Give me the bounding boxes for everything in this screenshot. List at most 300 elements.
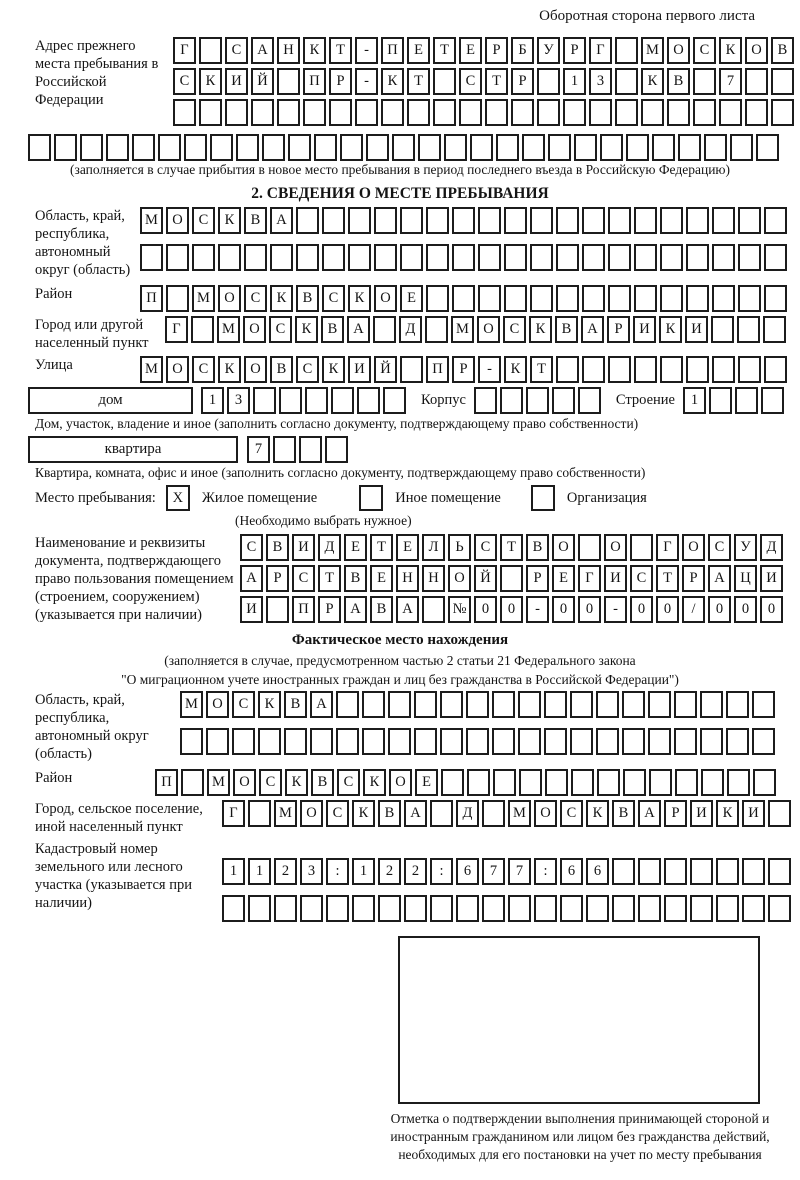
char-cell[interactable] [322,207,345,234]
char-cell[interactable]: Р [607,316,630,343]
char-cell[interactable]: О [534,800,557,827]
char-cell[interactable]: Г [165,316,188,343]
char-cell[interactable]: С [225,37,248,64]
char-cell[interactable] [426,207,449,234]
char-cell[interactable] [752,691,775,718]
char-cell[interactable]: А [240,565,263,592]
char-cell[interactable]: К [586,800,609,827]
char-cell[interactable] [712,244,735,271]
char-cell[interactable] [279,387,302,414]
char-cell[interactable] [378,895,401,922]
char-cell[interactable] [597,769,620,796]
char-cell[interactable] [459,99,482,126]
char-cell[interactable] [615,37,638,64]
char-cell[interactable]: К [270,285,293,312]
char-cell[interactable]: Е [396,534,419,561]
char-cell[interactable] [745,68,768,95]
char-cell[interactable] [478,244,501,271]
char-cell[interactable]: Т [407,68,430,95]
char-cell[interactable] [296,244,319,271]
char-cell[interactable] [622,691,645,718]
char-cell[interactable] [634,285,657,312]
char-cell[interactable] [336,728,359,755]
char-cell[interactable]: 2 [274,858,297,885]
char-cell[interactable]: 1 [563,68,586,95]
char-cell[interactable] [716,895,739,922]
char-cell[interactable] [374,244,397,271]
char-cell[interactable] [425,316,448,343]
char-cell[interactable]: В [555,316,578,343]
char-cell[interactable]: В [667,68,690,95]
char-cell[interactable] [348,207,371,234]
char-cell[interactable] [433,68,456,95]
char-cell[interactable] [571,769,594,796]
char-cell[interactable] [140,244,163,271]
char-cell[interactable]: К [303,37,326,64]
char-cell[interactable] [545,769,568,796]
char-cell[interactable] [362,728,385,755]
char-cell[interactable] [331,387,354,414]
char-cell[interactable] [273,436,296,463]
char-cell[interactable] [467,769,490,796]
char-cell[interactable] [608,285,631,312]
char-cell[interactable]: 3 [227,387,250,414]
char-cell[interactable] [686,207,709,234]
char-cell[interactable] [132,134,155,161]
char-cell[interactable]: - [604,596,627,623]
char-cell[interactable]: К [199,68,222,95]
char-cell[interactable]: К [716,800,739,827]
char-cell[interactable]: С [192,356,215,383]
char-cell[interactable]: : [534,858,557,885]
char-cell[interactable]: С [244,285,267,312]
char-cell[interactable] [660,285,683,312]
char-cell[interactable]: И [225,68,248,95]
char-cell[interactable] [686,285,709,312]
char-cell[interactable] [612,895,635,922]
char-cell[interactable] [518,691,541,718]
char-cell[interactable]: И [742,800,765,827]
char-cell[interactable]: 7 [247,436,270,463]
char-cell[interactable] [578,534,601,561]
char-cell[interactable] [537,99,560,126]
char-cell[interactable]: С [259,769,282,796]
char-cell[interactable]: К [719,37,742,64]
char-cell[interactable]: Д [399,316,422,343]
char-cell[interactable] [508,895,531,922]
char-cell[interactable] [700,728,723,755]
char-cell[interactable] [716,858,739,885]
char-cell[interactable]: Р [526,565,549,592]
char-cell[interactable]: У [537,37,560,64]
char-cell[interactable]: М [207,769,230,796]
char-cell[interactable]: Г [578,565,601,592]
char-cell[interactable]: А [396,596,419,623]
char-cell[interactable]: Н [277,37,300,64]
char-cell[interactable]: С [459,68,482,95]
char-cell[interactable]: Й [474,565,497,592]
char-cell[interactable] [582,244,605,271]
char-cell[interactable]: С [269,316,292,343]
char-cell[interactable]: А [344,596,367,623]
char-cell[interactable] [596,691,619,718]
char-cell[interactable]: К [529,316,552,343]
char-cell[interactable] [493,769,516,796]
char-cell[interactable] [305,387,328,414]
char-cell[interactable]: О [206,691,229,718]
char-cell[interactable] [248,895,271,922]
char-cell[interactable] [648,691,671,718]
char-cell[interactable]: О [552,534,575,561]
char-cell[interactable]: Е [344,534,367,561]
char-cell[interactable] [582,285,605,312]
char-cell[interactable]: Г [173,37,196,64]
char-cell[interactable] [552,387,575,414]
char-cell[interactable] [325,436,348,463]
char-cell[interactable] [191,316,214,343]
char-cell[interactable] [500,387,523,414]
char-cell[interactable]: С [292,565,315,592]
char-cell[interactable]: 0 [552,596,575,623]
char-cell[interactable] [738,285,761,312]
char-cell[interactable]: М [274,800,297,827]
char-cell[interactable] [615,68,638,95]
char-cell[interactable] [452,207,475,234]
char-cell[interactable]: С [503,316,526,343]
char-cell[interactable]: Е [370,565,393,592]
char-cell[interactable] [634,207,657,234]
char-cell[interactable] [444,134,467,161]
char-cell[interactable]: В [378,800,401,827]
char-cell[interactable]: Р [563,37,586,64]
char-cell[interactable] [456,895,479,922]
char-cell[interactable]: К [352,800,375,827]
char-cell[interactable] [206,728,229,755]
char-cell[interactable] [352,895,375,922]
char-cell[interactable]: О [244,356,267,383]
char-cell[interactable]: Р [452,356,475,383]
char-cell[interactable]: Р [329,68,352,95]
char-cell[interactable] [485,99,508,126]
char-cell[interactable] [519,769,542,796]
char-cell[interactable] [771,99,794,126]
char-cell[interactable]: - [355,37,378,64]
char-cell[interactable] [660,244,683,271]
char-cell[interactable] [441,769,464,796]
char-cell[interactable] [730,134,753,161]
char-cell[interactable]: Г [222,800,245,827]
char-cell[interactable]: П [140,285,163,312]
char-cell[interactable] [222,895,245,922]
char-cell[interactable] [362,691,385,718]
char-cell[interactable] [504,244,527,271]
char-cell[interactable] [299,436,322,463]
char-cell[interactable]: Г [656,534,679,561]
char-cell[interactable]: 6 [586,858,609,885]
char-cell[interactable] [218,244,241,271]
char-cell[interactable] [340,134,363,161]
char-cell[interactable] [626,134,649,161]
char-cell[interactable] [466,728,489,755]
char-cell[interactable]: С [322,285,345,312]
char-cell[interactable] [277,68,300,95]
char-cell[interactable] [712,207,735,234]
char-cell[interactable] [768,800,791,827]
char-cell[interactable] [303,99,326,126]
char-cell[interactable]: К [218,207,241,234]
char-cell[interactable] [630,534,653,561]
char-cell[interactable] [474,387,497,414]
char-cell[interactable] [534,895,557,922]
char-cell[interactable]: 1 [352,858,375,885]
char-cell[interactable]: Р [682,565,705,592]
char-cell[interactable]: С [240,534,263,561]
char-cell[interactable]: Е [459,37,482,64]
char-cell[interactable]: - [478,356,501,383]
char-cell[interactable] [674,691,697,718]
char-cell[interactable] [366,134,389,161]
char-cell[interactable] [433,99,456,126]
char-cell[interactable] [426,285,449,312]
char-cell[interactable]: С [337,769,360,796]
char-cell[interactable] [570,691,593,718]
char-cell[interactable] [738,356,761,383]
char-cell[interactable] [492,728,515,755]
char-cell[interactable]: С [173,68,196,95]
char-cell[interactable] [623,769,646,796]
char-cell[interactable]: К [641,68,664,95]
char-cell[interactable] [400,207,423,234]
char-cell[interactable] [522,134,545,161]
char-cell[interactable]: Р [664,800,687,827]
char-cell[interactable]: Т [485,68,508,95]
char-cell[interactable]: П [155,769,178,796]
char-cell[interactable]: Е [552,565,575,592]
char-cell[interactable]: М [508,800,531,827]
char-cell[interactable] [712,285,735,312]
char-cell[interactable]: Т [656,565,679,592]
char-cell[interactable]: А [404,800,427,827]
char-cell[interactable] [274,895,297,922]
char-cell[interactable]: Т [329,37,352,64]
char-cell[interactable] [768,858,791,885]
char-cell[interactable] [727,769,750,796]
char-cell[interactable]: К [218,356,241,383]
char-cell[interactable]: А [270,207,293,234]
char-cell[interactable] [764,285,787,312]
char-cell[interactable] [690,858,713,885]
char-cell[interactable] [612,858,635,885]
char-cell[interactable] [504,285,527,312]
char-cell[interactable] [158,134,181,161]
char-cell[interactable]: О [243,316,266,343]
char-cell[interactable] [735,387,758,414]
char-cell[interactable] [600,134,623,161]
char-cell[interactable]: : [326,858,349,885]
char-cell[interactable] [54,134,77,161]
char-cell[interactable]: - [355,68,378,95]
char-cell[interactable] [667,99,690,126]
char-cell[interactable]: А [638,800,661,827]
char-cell[interactable]: О [745,37,768,64]
char-cell[interactable]: Й [251,68,274,95]
char-cell[interactable] [719,99,742,126]
char-cell[interactable] [574,134,597,161]
char-cell[interactable] [701,769,724,796]
char-cell[interactable]: С [630,565,653,592]
char-cell[interactable]: С [693,37,716,64]
char-cell[interactable]: 2 [404,858,427,885]
char-cell[interactable] [373,316,396,343]
char-cell[interactable]: 0 [734,596,757,623]
char-cell[interactable]: О [477,316,500,343]
char-cell[interactable]: 1 [683,387,706,414]
char-cell[interactable]: Р [318,596,341,623]
char-cell[interactable]: П [381,37,404,64]
char-cell[interactable] [381,99,404,126]
char-cell[interactable]: П [292,596,315,623]
char-cell[interactable] [764,244,787,271]
char-cell[interactable]: М [641,37,664,64]
char-cell[interactable] [638,858,661,885]
char-cell[interactable] [407,99,430,126]
char-cell[interactable]: М [140,207,163,234]
char-cell[interactable] [615,99,638,126]
char-cell[interactable]: В [612,800,635,827]
char-cell[interactable]: 1 [248,858,271,885]
checkbox-inoe-pomeshchenie[interactable] [359,485,383,511]
char-cell[interactable]: В [321,316,344,343]
char-cell[interactable]: П [303,68,326,95]
char-cell[interactable]: П [426,356,449,383]
char-cell[interactable]: К [348,285,371,312]
char-cell[interactable] [500,565,523,592]
char-cell[interactable]: - [526,596,549,623]
char-cell[interactable] [504,207,527,234]
char-cell[interactable] [608,356,631,383]
char-cell[interactable]: 0 [500,596,523,623]
char-cell[interactable] [556,356,579,383]
char-cell[interactable] [693,99,716,126]
char-cell[interactable] [678,134,701,161]
char-cell[interactable] [440,691,463,718]
char-cell[interactable]: 0 [656,596,679,623]
char-cell[interactable] [248,800,271,827]
char-cell[interactable]: И [240,596,263,623]
char-cell[interactable] [674,728,697,755]
char-cell[interactable] [270,244,293,271]
char-cell[interactable] [582,207,605,234]
char-cell[interactable]: К [258,691,281,718]
char-cell[interactable] [570,728,593,755]
char-cell[interactable]: В [526,534,549,561]
char-cell[interactable]: М [180,691,203,718]
char-cell[interactable] [383,387,406,414]
char-cell[interactable]: К [322,356,345,383]
char-cell[interactable]: Д [456,800,479,827]
char-cell[interactable] [764,356,787,383]
char-cell[interactable] [738,207,761,234]
char-cell[interactable] [660,356,683,383]
char-cell[interactable]: К [285,769,308,796]
char-cell[interactable]: И [633,316,656,343]
char-cell[interactable] [388,728,411,755]
char-cell[interactable] [556,285,579,312]
char-cell[interactable] [288,134,311,161]
char-cell[interactable] [210,134,233,161]
char-cell[interactable]: Р [511,68,534,95]
char-cell[interactable]: И [690,800,713,827]
char-cell[interactable] [530,244,553,271]
char-cell[interactable]: В [244,207,267,234]
char-cell[interactable] [452,285,475,312]
char-cell[interactable] [652,134,675,161]
char-cell[interactable] [690,895,713,922]
char-cell[interactable]: В [296,285,319,312]
char-cell[interactable] [310,728,333,755]
char-cell[interactable] [452,244,475,271]
char-cell[interactable] [357,387,380,414]
char-cell[interactable] [753,769,776,796]
char-cell[interactable]: 3 [300,858,323,885]
char-cell[interactable]: 2 [378,858,401,885]
char-cell[interactable] [422,596,445,623]
char-cell[interactable]: 6 [560,858,583,885]
char-cell[interactable] [738,244,761,271]
char-cell[interactable] [649,769,672,796]
char-cell[interactable] [530,207,553,234]
char-cell[interactable] [314,134,337,161]
char-cell[interactable] [560,895,583,922]
char-cell[interactable]: 0 [578,596,601,623]
char-cell[interactable] [737,316,760,343]
char-cell[interactable] [277,99,300,126]
char-cell[interactable]: 0 [630,596,653,623]
char-cell[interactable] [251,99,274,126]
char-cell[interactable]: В [771,37,794,64]
char-cell[interactable] [244,244,267,271]
char-cell[interactable] [756,134,779,161]
char-cell[interactable] [173,99,196,126]
char-cell[interactable] [258,728,281,755]
char-cell[interactable]: И [604,565,627,592]
char-cell[interactable] [430,895,453,922]
char-cell[interactable]: / [682,596,705,623]
char-cell[interactable]: В [344,565,367,592]
char-cell[interactable] [544,728,567,755]
char-cell[interactable]: О [604,534,627,561]
char-cell[interactable] [236,134,259,161]
char-cell[interactable]: О [448,565,471,592]
char-cell[interactable]: Н [396,565,419,592]
char-cell[interactable]: И [685,316,708,343]
char-cell[interactable]: 7 [719,68,742,95]
char-cell[interactable]: А [708,565,731,592]
char-cell[interactable]: А [310,691,333,718]
char-cell[interactable] [675,769,698,796]
char-cell[interactable] [704,134,727,161]
char-cell[interactable] [414,691,437,718]
checkbox-organizatsiya[interactable] [531,485,555,511]
char-cell[interactable] [548,134,571,161]
char-cell[interactable]: У [734,534,757,561]
char-cell[interactable] [712,356,735,383]
char-cell[interactable] [742,895,765,922]
char-cell[interactable]: С [192,207,215,234]
char-cell[interactable] [296,207,319,234]
char-cell[interactable]: А [581,316,604,343]
char-cell[interactable] [326,895,349,922]
